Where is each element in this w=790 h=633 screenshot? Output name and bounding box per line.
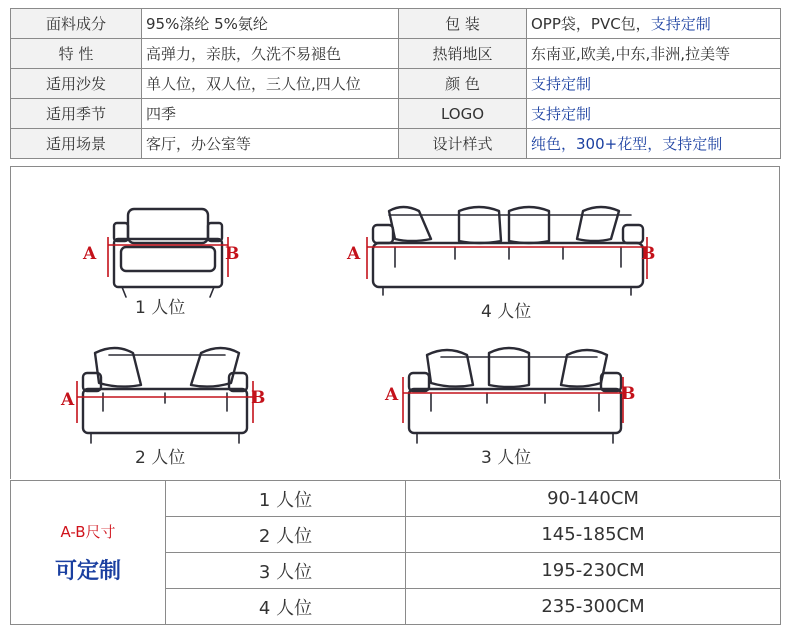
size-seats: 1 人位 (166, 481, 406, 517)
table-row (11, 481, 781, 517)
spec-label: 包 装 (399, 9, 527, 39)
spec-value (527, 129, 781, 159)
spec-value (527, 99, 781, 129)
spec-value: 四季 (142, 99, 399, 129)
spec-row (11, 99, 781, 129)
marker-a: A (385, 385, 399, 405)
marker-b: B (225, 244, 240, 264)
sofa-two-seat-drawing (77, 348, 253, 443)
spec-label: 颜 色 (399, 69, 527, 99)
spec-value (527, 39, 781, 69)
spec-row (11, 39, 781, 69)
size-range: 195-230CM (406, 553, 781, 589)
spec-value: 单人位，双人位，三人位,四人位 (142, 69, 399, 99)
spec-label: 适用场景 (11, 129, 142, 159)
sofa-caption-four: 4 人位 (481, 302, 532, 322)
spec-value-highlight: 纯色，300+花型，支持定制 (531, 135, 723, 153)
spec-value: 95%涤纶 5%氨纶 (142, 9, 399, 39)
sofa-three-seat-drawing (403, 348, 623, 443)
spec-label: 适用季节 (11, 99, 142, 129)
spec-label: 适用沙发 (11, 69, 142, 99)
size-seats: 2 人位 (166, 517, 406, 553)
spec-value-highlight: 支持定制 (650, 15, 711, 33)
spec-value: 客厅，办公室等 (142, 129, 399, 159)
marker-b: B (251, 388, 266, 408)
sofa-one-seat-drawing (108, 209, 228, 297)
size-range: 235-300CM (406, 589, 781, 625)
spec-label: 热销地区 (399, 39, 527, 69)
size-table (10, 480, 781, 625)
sofa-diagram (11, 167, 779, 479)
spec-row (11, 69, 781, 99)
spec-value (527, 69, 781, 99)
marker-b: B (641, 244, 656, 264)
spec-value-highlight: 支持定制 (531, 105, 592, 123)
spec-label: 设计样式 (399, 129, 527, 159)
sofa-caption-three: 3 人位 (481, 448, 532, 468)
spec-row (11, 129, 781, 159)
spec-value-plain: 东南亚,欧美,中东,非洲,拉美等 (531, 45, 731, 63)
sofa-four-seat-drawing (367, 207, 647, 295)
sofa-caption-two: 2 人位 (135, 448, 186, 468)
spec-value: 高弹力，亲肤，久洗不易褪色 (142, 39, 399, 69)
sofa-diagram-panel (10, 166, 780, 479)
size-seats: 4 人位 (166, 589, 406, 625)
marker-a: A (61, 390, 75, 410)
spec-row (11, 9, 781, 39)
marker-a: A (347, 244, 361, 264)
spec-value-plain: OPP袋，PVC包， (531, 15, 651, 33)
size-side-cell (11, 481, 166, 625)
size-side-label: A-B尺寸 (60, 522, 116, 541)
marker-a: A (83, 244, 97, 264)
spec-label: 特 性 (11, 39, 142, 69)
spec-label: 面料成分 (11, 9, 142, 39)
spec-label: LOGO (399, 99, 527, 129)
spec-value (527, 9, 781, 39)
marker-b: B (621, 384, 636, 404)
size-seats: 3 人位 (166, 553, 406, 589)
sofa-caption-one: 1 人位 (135, 298, 186, 318)
size-side-note: 可定制 (54, 558, 121, 584)
size-range: 145-185CM (406, 517, 781, 553)
size-range: 90-140CM (406, 481, 781, 517)
spec-value-highlight: 支持定制 (531, 75, 592, 93)
spec-table (10, 8, 781, 159)
